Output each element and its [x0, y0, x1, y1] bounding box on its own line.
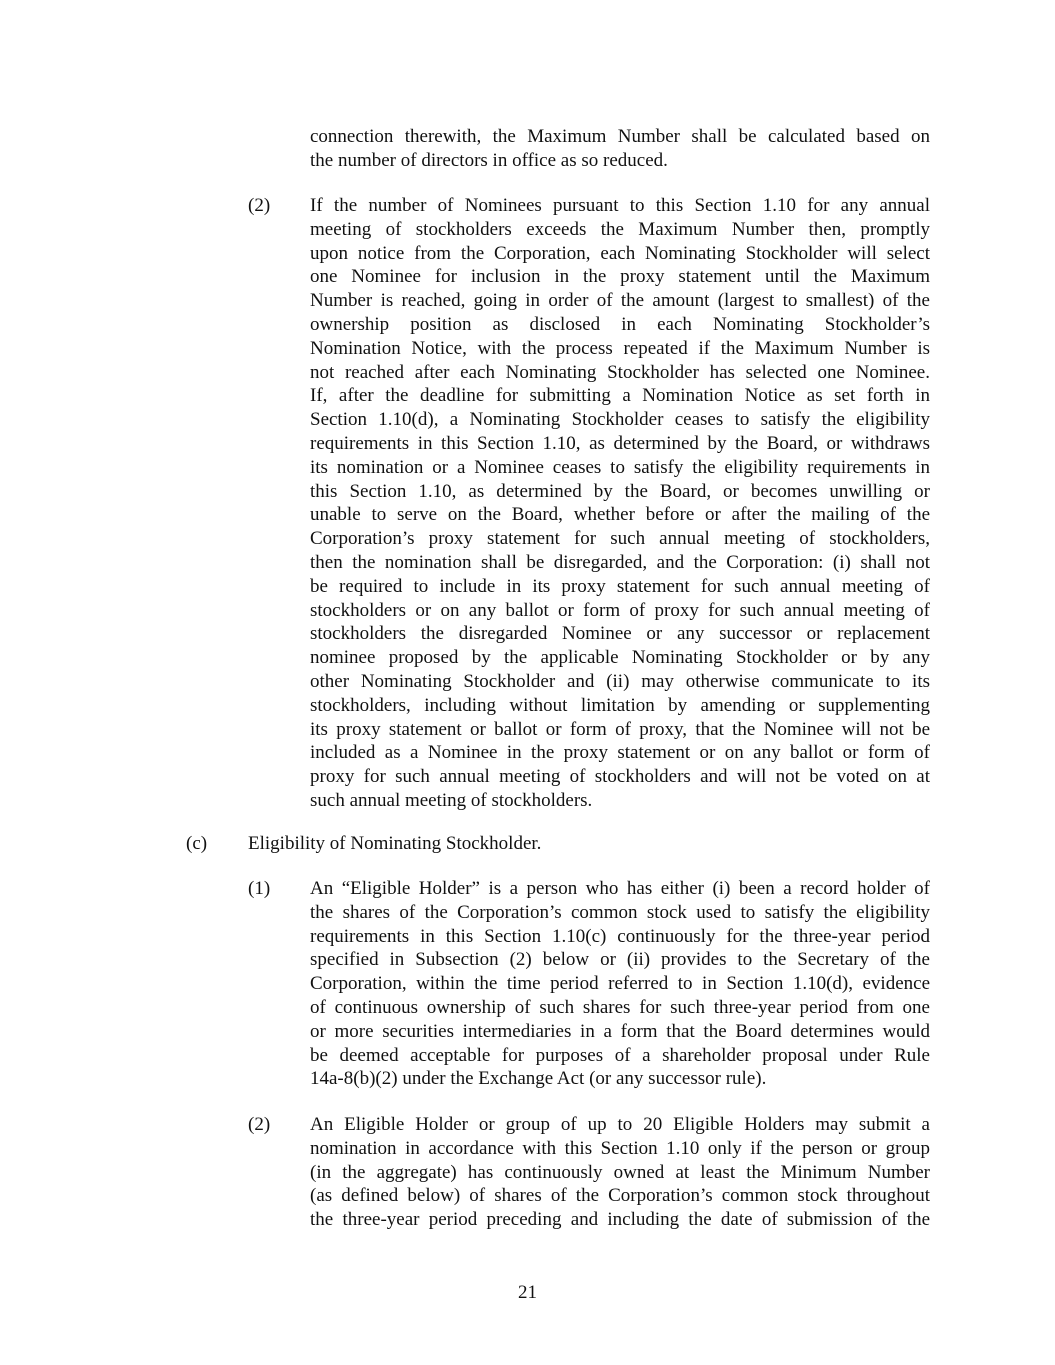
item-number: (2) [248, 1114, 271, 1135]
text-line: upon notice from the Corporation, each Nominating Stockholder will select [310, 242, 930, 264]
text-line: be required to include in its proxy statement for such annual meeting of [310, 575, 930, 597]
text-line: connection therewith, the Maximum Number shall be calculated based on [310, 126, 930, 147]
text-line: stockholders or on any ballot or form of proxy for such annual meeting of [310, 599, 930, 621]
text-line: requirements in this Section 1.10, as determined by the Board, or withdraws [310, 432, 930, 454]
text-line: Nomination Notice, with the process repeated if the Maximum Number is [310, 337, 930, 359]
text-line: nomination in accordance with this Section 1.10 only if the person or group [310, 1137, 930, 1159]
page-number: 21 [518, 1282, 537, 1303]
item-c1-paragraph [310, 877, 930, 1091]
text-line: specified in Subsection (2) below or (ii) provides to the Secretary of the [310, 949, 930, 971]
text-line: stockholders, including without limitation by amending or supplementing [310, 694, 930, 716]
text-line: stockholders the disregarded Nominee or any successor or replacement [310, 623, 930, 645]
text-line: one Nominee for inclusion in the proxy statement until the Maximum [310, 266, 930, 288]
text-line: unable to serve on the Board, whether before or after the mailing of the [310, 504, 930, 526]
text-line: Corporation’s proxy statement for such annual meeting of stockholders, [310, 528, 930, 550]
text-line: of continuous ownership of such shares for such three-year period from one [310, 996, 930, 1018]
text-line: not reached after each Nominating Stockholder has selected one Nominee. [310, 361, 930, 383]
text-line: requirements in this Section 1.10(c) continuously for the three-year period [310, 925, 930, 947]
text-line: its proxy statement or ballot or form of proxy, that the Nominee will not be [310, 718, 930, 740]
item-number: (1) [248, 878, 271, 899]
text-line: Section 1.10(d), a Nominating Stockholder ceases to satisfy the eligibility [310, 409, 930, 431]
text-line: its nomination or a Nominee ceases to satisfy the eligibility requirements in [310, 456, 930, 478]
text-line: included as a Nominee in the proxy statement or on any ballot or form of [310, 742, 930, 764]
text-line: (as defined below) of shares of the Corporation’s common stock throughout [310, 1185, 930, 1207]
item-c2-paragraph [310, 1113, 930, 1232]
item-number: (2) [248, 195, 271, 216]
text-line: nominee proposed by the applicable Nominating Stockholder or by any [310, 647, 930, 669]
item-b2-paragraph [310, 194, 930, 813]
text-line: the shares of the Corporation’s common stock used to satisfy the eligibility [310, 901, 930, 923]
text-line: If the number of Nominees pursuant to this Section 1.10 for any annual [310, 195, 930, 216]
text-line: An Eligible Holder or group of up to 20 Eligible Holders may submit a [310, 1114, 930, 1135]
section-heading: Eligibility of Nominating Stockholder. [248, 833, 542, 854]
text-line: If, after the deadline for submitting a Nomination Notice as set forth in [310, 385, 930, 407]
text-line: then the nomination shall be disregarded, and the Corporation: (i) shall not [310, 551, 930, 573]
text-line: proxy for such annual meeting of stockholders and will not be voted on at [310, 766, 930, 788]
text-line: the three-year period preceding and including the date of submission of the [310, 1209, 930, 1231]
section-label: (c) [186, 833, 208, 854]
text-line: the number of directors in office as so reduced. [310, 149, 668, 171]
text-line: meeting of stockholders exceeds the Maximum Number then, promptly [310, 218, 930, 240]
text-line: or more securities intermediaries in a form that the Board determines would [310, 1020, 930, 1042]
text-line: be deemed acceptable for purposes of a shareholder proposal under Rule [310, 1044, 930, 1066]
text-line: Number is reached, going in order of the amount (largest to smallest) of the [310, 290, 930, 312]
text-line: Corporation, within the time period referred to in Section 1.10(d), evidence [310, 973, 930, 995]
text-line: 14a-8(b)(2) under the Exchange Act (or any successor rule). [310, 1068, 767, 1090]
text-line: this Section 1.10, as determined by the Board, or becomes unwilling or [310, 480, 930, 502]
text-line: such annual meeting of stockholders. [310, 789, 593, 811]
text-line: other Nominating Stockholder and (ii) may otherwise communicate to its [310, 670, 930, 692]
text-line: (in the aggregate) has continuously owned at least the Minimum Number [310, 1161, 930, 1183]
text-line: ownership position as disclosed in each Nominating Stockholder’s [310, 313, 930, 335]
text-line: An “Eligible Holder” is a person who has either (i) been a record holder of [310, 878, 930, 899]
continuation-paragraph [310, 125, 930, 173]
